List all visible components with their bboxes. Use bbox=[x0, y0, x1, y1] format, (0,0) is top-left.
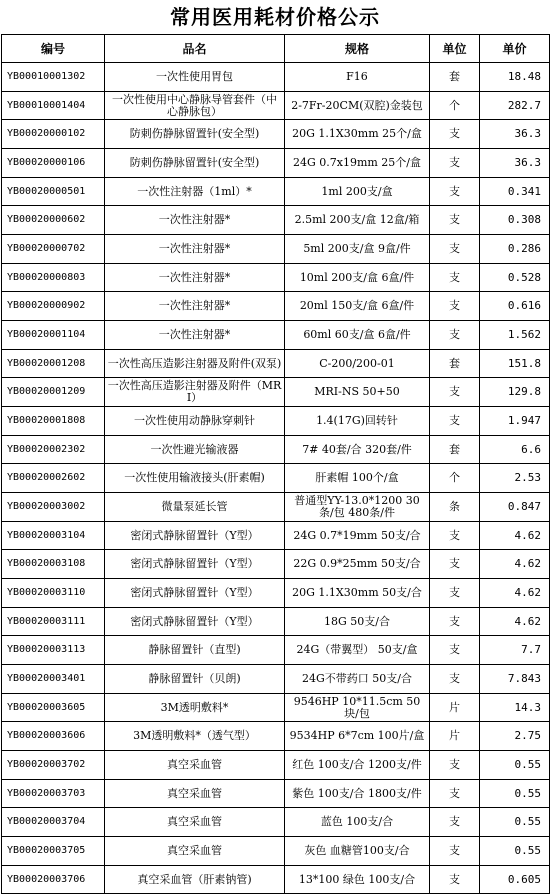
cell-price: 0.616 bbox=[480, 292, 550, 321]
cell-spec: 60ml 60支/盒 6盒/件 bbox=[285, 321, 430, 350]
table-row bbox=[2, 407, 550, 436]
cell-name: 3M透明敷料* bbox=[105, 693, 285, 722]
table-row bbox=[2, 837, 550, 866]
table-row bbox=[2, 607, 550, 636]
cell-price: 0.847 bbox=[480, 493, 550, 522]
cell-name: 一次性避光输液器 bbox=[105, 435, 285, 464]
cell-price: 0.605 bbox=[480, 865, 550, 894]
cell-price: 0.341 bbox=[480, 177, 550, 206]
cell-name: 密闭式静脉留置针（Y型） bbox=[105, 550, 285, 579]
cell-spec: 蓝色 100支/合 bbox=[285, 808, 430, 837]
cell-price: 7.7 bbox=[480, 636, 550, 665]
cell-code: YB00020001209 bbox=[2, 378, 105, 407]
table-row bbox=[2, 91, 550, 120]
table-row bbox=[2, 693, 550, 722]
cell-unit: 支 bbox=[430, 321, 480, 350]
table-header-row bbox=[2, 35, 550, 63]
cell-code: YB00020003111 bbox=[2, 607, 105, 636]
table-row bbox=[2, 435, 550, 464]
cell-spec: 20G 1.1X30mm 25个/盒 bbox=[285, 120, 430, 149]
cell-spec: 2-7Fr-20CM(双腔)金装包 bbox=[285, 91, 430, 120]
cell-code: YB00020000102 bbox=[2, 120, 105, 149]
cell-code: YB00020002302 bbox=[2, 435, 105, 464]
cell-name: 一次性注射器* bbox=[105, 206, 285, 235]
cell-unit: 支 bbox=[430, 607, 480, 636]
cell-spec: 18G 50支/合 bbox=[285, 607, 430, 636]
table-row bbox=[2, 349, 550, 378]
column-header-price: 单价 bbox=[480, 35, 550, 63]
column-header-name: 品名 bbox=[105, 35, 285, 63]
table-row bbox=[2, 235, 550, 264]
cell-code: YB00020000501 bbox=[2, 177, 105, 206]
cell-code: YB00020001104 bbox=[2, 321, 105, 350]
cell-unit: 支 bbox=[430, 292, 480, 321]
cell-name: 真空采血管（肝素钠管) bbox=[105, 865, 285, 894]
column-header-code: 编号 bbox=[2, 35, 105, 63]
cell-price: 2.75 bbox=[480, 722, 550, 751]
cell-code: YB00020003702 bbox=[2, 751, 105, 780]
cell-unit: 支 bbox=[430, 235, 480, 264]
cell-price: 282.7 bbox=[480, 91, 550, 120]
cell-code: YB00020003703 bbox=[2, 779, 105, 808]
cell-unit: 支 bbox=[430, 407, 480, 436]
table-row bbox=[2, 550, 550, 579]
cell-code: YB00020003110 bbox=[2, 579, 105, 608]
cell-code: YB00020003113 bbox=[2, 636, 105, 665]
cell-unit: 支 bbox=[430, 521, 480, 550]
cell-unit: 片 bbox=[430, 693, 480, 722]
cell-unit: 支 bbox=[430, 636, 480, 665]
cell-spec: 24G（带翼型） 50支/盒 bbox=[285, 636, 430, 665]
table-row bbox=[2, 321, 550, 350]
cell-name: 一次性注射器* bbox=[105, 263, 285, 292]
cell-name: 防刺伤静脉留置针(安全型) bbox=[105, 149, 285, 178]
cell-unit: 支 bbox=[430, 579, 480, 608]
table-row bbox=[2, 63, 550, 92]
table-row bbox=[2, 149, 550, 178]
table-row bbox=[2, 120, 550, 149]
cell-unit: 支 bbox=[430, 206, 480, 235]
table-row bbox=[2, 177, 550, 206]
cell-name: 真空采血管 bbox=[105, 779, 285, 808]
cell-unit: 支 bbox=[430, 120, 480, 149]
cell-code: YB00020003606 bbox=[2, 722, 105, 751]
cell-spec: 9534HP 6*7cm 100片/盒 bbox=[285, 722, 430, 751]
table-row bbox=[2, 464, 550, 493]
table-row bbox=[2, 206, 550, 235]
cell-name: 密闭式静脉留置针（Y型） bbox=[105, 579, 285, 608]
cell-spec: F16 bbox=[285, 63, 430, 92]
cell-spec: 13*100 绿色 100支/合 bbox=[285, 865, 430, 894]
cell-unit: 支 bbox=[430, 550, 480, 579]
cell-spec: 20G 1.1X30mm 50支/合 bbox=[285, 579, 430, 608]
cell-code: YB00020000803 bbox=[2, 263, 105, 292]
cell-name: 一次性使用输液接头(肝素帽) bbox=[105, 464, 285, 493]
cell-code: YB00020001208 bbox=[2, 349, 105, 378]
cell-code: YB00020000702 bbox=[2, 235, 105, 264]
cell-unit: 套 bbox=[430, 63, 480, 92]
cell-unit: 支 bbox=[430, 865, 480, 894]
cell-code: YB00020003104 bbox=[2, 521, 105, 550]
cell-name: 一次性注射器* bbox=[105, 235, 285, 264]
cell-spec: 24G 0.7x19mm 25个/盒 bbox=[285, 149, 430, 178]
cell-price: 7.843 bbox=[480, 665, 550, 694]
cell-price: 0.528 bbox=[480, 263, 550, 292]
cell-unit: 支 bbox=[430, 177, 480, 206]
cell-price: 4.62 bbox=[480, 579, 550, 608]
cell-code: YB00020002602 bbox=[2, 464, 105, 493]
cell-unit: 支 bbox=[430, 751, 480, 780]
cell-price: 0.55 bbox=[480, 779, 550, 808]
table-row bbox=[2, 579, 550, 608]
cell-unit: 套 bbox=[430, 349, 480, 378]
cell-spec: 7# 40套/合 320套/件 bbox=[285, 435, 430, 464]
table-row bbox=[2, 292, 550, 321]
cell-price: 0.286 bbox=[480, 235, 550, 264]
cell-price: 1.947 bbox=[480, 407, 550, 436]
cell-price: 1.562 bbox=[480, 321, 550, 350]
cell-name: 密闭式静脉留置针（Y型） bbox=[105, 521, 285, 550]
cell-unit: 条 bbox=[430, 493, 480, 522]
cell-spec: 20ml 150支/盒 6盒/件 bbox=[285, 292, 430, 321]
cell-unit: 支 bbox=[430, 808, 480, 837]
page-title: 常用医用耗材价格公示 bbox=[170, 5, 380, 29]
cell-spec: 22G 0.9*25mm 50支/合 bbox=[285, 550, 430, 579]
table-row bbox=[2, 263, 550, 292]
cell-code: YB00020003706 bbox=[2, 865, 105, 894]
cell-unit: 支 bbox=[430, 149, 480, 178]
cell-spec: 红色 100支/合 1200支/件 bbox=[285, 751, 430, 780]
cell-spec: 24G不带药口 50支/合 bbox=[285, 665, 430, 694]
cell-spec: MRI-NS 50+50 bbox=[285, 378, 430, 407]
cell-spec: 1ml 200支/盒 bbox=[285, 177, 430, 206]
cell-code: YB00020003002 bbox=[2, 493, 105, 522]
table-row bbox=[2, 636, 550, 665]
cell-unit: 支 bbox=[430, 263, 480, 292]
table-row bbox=[2, 378, 550, 407]
cell-price: 151.8 bbox=[480, 349, 550, 378]
cell-name: 3M透明敷料*（透气型） bbox=[105, 722, 285, 751]
column-header-unit: 单位 bbox=[430, 35, 480, 63]
cell-name: 静脉留置针（贝朗) bbox=[105, 665, 285, 694]
cell-unit: 支 bbox=[430, 837, 480, 866]
cell-price: 36.3 bbox=[480, 120, 550, 149]
cell-code: YB00010001302 bbox=[2, 63, 105, 92]
cell-price: 0.55 bbox=[480, 837, 550, 866]
cell-spec: 1.4(17G)回转针 bbox=[285, 407, 430, 436]
cell-spec: 24G 0.7*19mm 50支/合 bbox=[285, 521, 430, 550]
cell-price: 129.8 bbox=[480, 378, 550, 407]
cell-spec: 普通型YY-13.0*1200 30条/包 480条/件 bbox=[285, 493, 430, 522]
cell-code: YB00020000106 bbox=[2, 149, 105, 178]
price-table bbox=[1, 34, 550, 894]
table-body bbox=[2, 63, 550, 894]
table-row bbox=[2, 779, 550, 808]
cell-price: 4.62 bbox=[480, 521, 550, 550]
cell-unit: 片 bbox=[430, 722, 480, 751]
cell-spec: 灰色 血糖管100支/合 bbox=[285, 837, 430, 866]
cell-name: 一次性使用胃包 bbox=[105, 63, 285, 92]
cell-spec: 肝素帽 100个/盒 bbox=[285, 464, 430, 493]
cell-name: 一次性高压造影注射器及附件(双泵) bbox=[105, 349, 285, 378]
cell-price: 18.48 bbox=[480, 63, 550, 92]
cell-price: 2.53 bbox=[480, 464, 550, 493]
cell-unit: 个 bbox=[430, 91, 480, 120]
cell-name: 真空采血管 bbox=[105, 751, 285, 780]
cell-spec: 5ml 200支/盒 9盒/件 bbox=[285, 235, 430, 264]
cell-price: 0.55 bbox=[480, 751, 550, 780]
cell-code: YB00020000602 bbox=[2, 206, 105, 235]
cell-name: 微量泵延长管 bbox=[105, 493, 285, 522]
cell-unit: 套 bbox=[430, 435, 480, 464]
cell-code: YB00020003401 bbox=[2, 665, 105, 694]
cell-name: 真空采血管 bbox=[105, 837, 285, 866]
cell-spec: 紫色 100支/合 1800支/件 bbox=[285, 779, 430, 808]
cell-code: YB00020001808 bbox=[2, 407, 105, 436]
cell-price: 6.6 bbox=[480, 435, 550, 464]
cell-spec: 9546HP 10*11.5cm 50块/包 bbox=[285, 693, 430, 722]
cell-unit: 支 bbox=[430, 378, 480, 407]
cell-spec: 10ml 200支/盒 6盒/件 bbox=[285, 263, 430, 292]
cell-price: 0.308 bbox=[480, 206, 550, 235]
cell-name: 防刺伤静脉留置针(安全型) bbox=[105, 120, 285, 149]
cell-unit: 支 bbox=[430, 665, 480, 694]
cell-name: 静脉留置针（直型) bbox=[105, 636, 285, 665]
table-row bbox=[2, 722, 550, 751]
cell-code: YB00010001404 bbox=[2, 91, 105, 120]
cell-name: 一次性使用动静脉穿刺针 bbox=[105, 407, 285, 436]
cell-name: 一次性使用中心静脉导管套件（中心静脉包） bbox=[105, 91, 285, 120]
cell-name: 一次性注射器（1ml）* bbox=[105, 177, 285, 206]
cell-code: YB00020003605 bbox=[2, 693, 105, 722]
cell-price: 14.3 bbox=[480, 693, 550, 722]
cell-spec: C-200/200-01 bbox=[285, 349, 430, 378]
cell-unit: 支 bbox=[430, 779, 480, 808]
cell-code: YB00020003705 bbox=[2, 837, 105, 866]
cell-name: 一次性注射器* bbox=[105, 292, 285, 321]
cell-name: 一次性注射器* bbox=[105, 321, 285, 350]
cell-code: YB00020003108 bbox=[2, 550, 105, 579]
cell-spec: 2.5ml 200支/盒 12盒/箱 bbox=[285, 206, 430, 235]
cell-price: 0.55 bbox=[480, 808, 550, 837]
table-row bbox=[2, 865, 550, 894]
table-row bbox=[2, 521, 550, 550]
cell-code: YB00020003704 bbox=[2, 808, 105, 837]
cell-unit: 个 bbox=[430, 464, 480, 493]
cell-name: 密闭式静脉留置针（Y型） bbox=[105, 607, 285, 636]
table-row bbox=[2, 665, 550, 694]
cell-name: 真空采血管 bbox=[105, 808, 285, 837]
column-header-spec: 规格 bbox=[285, 35, 430, 63]
table-row bbox=[2, 751, 550, 780]
cell-price: 36.3 bbox=[480, 149, 550, 178]
cell-code: YB00020000902 bbox=[2, 292, 105, 321]
table-row bbox=[2, 808, 550, 837]
table-row bbox=[2, 493, 550, 522]
cell-name: 一次性高压造影注射器及附件（MRI） bbox=[105, 378, 285, 407]
cell-price: 4.62 bbox=[480, 550, 550, 579]
cell-price: 4.62 bbox=[480, 607, 550, 636]
